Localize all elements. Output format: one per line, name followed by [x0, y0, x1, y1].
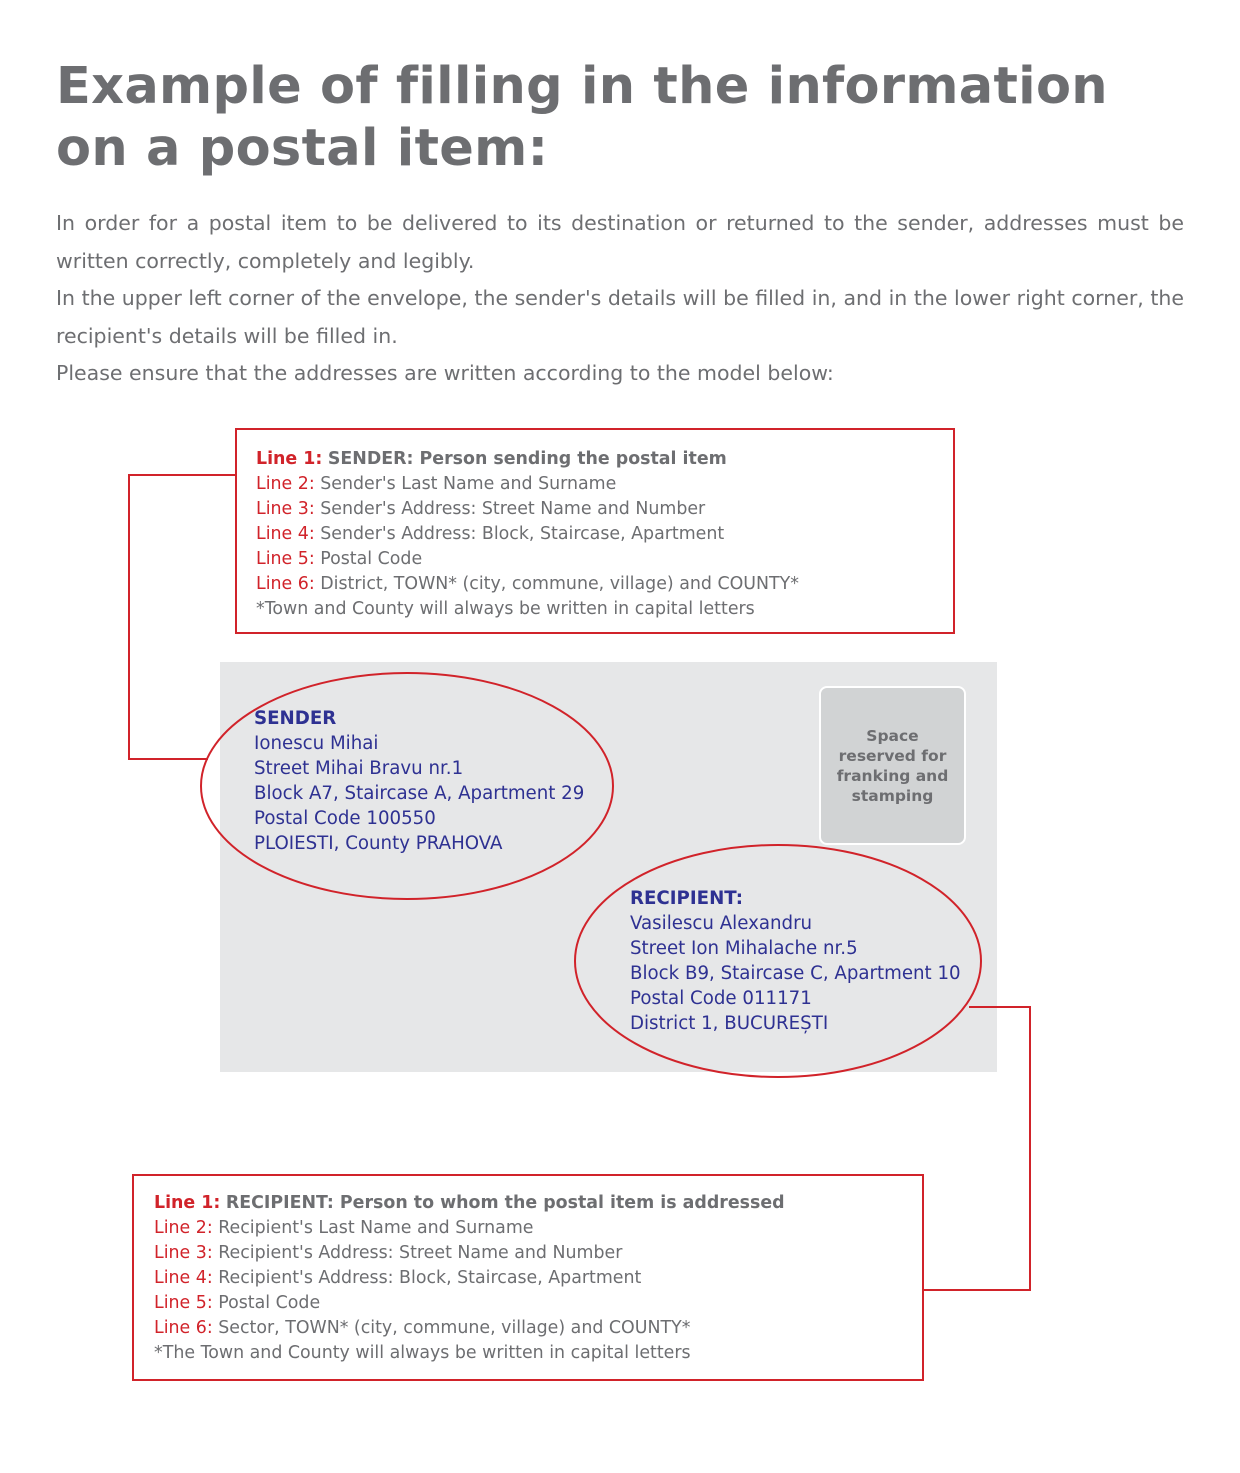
- line-text: Recipient's Address: Block, Staircase, Apartment: [218, 1268, 642, 1288]
- line-label: Line 6:: [256, 574, 315, 594]
- line-label: Line 4:: [154, 1268, 213, 1288]
- sender-line-3: [256, 497, 953, 522]
- line-text: Sender's Address: Block, Staircase, Apartment: [320, 524, 725, 544]
- line-text: Recipient's Address: Street Name and Number: [218, 1243, 623, 1263]
- recipient-line-4: [154, 1266, 922, 1291]
- recipient-line-2: [154, 1216, 922, 1241]
- title-line-1: Example of filling in the information: [56, 57, 1108, 116]
- sender-address-line: Block A7, Staircase A, Apartment 29: [254, 783, 585, 804]
- intro-paragraph-2: In the upper left corner of the envelope, the sender's details will be filled in, and in the lower right corner, the recipient's details will be filled in.: [56, 286, 1184, 348]
- line-text: Sector, TOWN* (city, commune, village) and COUNTY*: [218, 1318, 691, 1338]
- sender-address-line: Ionescu Mihai: [254, 733, 379, 754]
- recipient-address-line: Block B9, Staircase C, Apartment 10: [630, 963, 961, 984]
- title-line-2: on a postal item:: [56, 119, 549, 178]
- recipient-instructions-box: [132, 1174, 924, 1381]
- sender-address-line: Street Mihai Bravu nr.1: [254, 758, 464, 779]
- sender-line-6: [256, 572, 953, 597]
- sender-heading: SENDER: [254, 708, 337, 729]
- line-label: Line 3:: [256, 499, 315, 519]
- line-label: Line 5:: [256, 549, 315, 569]
- line-label: Line 1:: [154, 1193, 221, 1213]
- line-label: Line 5:: [154, 1293, 213, 1313]
- sender-instructions-box: [235, 428, 955, 634]
- sender-line-2: [256, 472, 953, 497]
- line-text: Postal Code: [320, 549, 423, 569]
- intro-paragraph-3: Please ensure that the addresses are written according to the model below:: [56, 361, 834, 385]
- line-text: Sender's Last Name and Surname: [320, 474, 617, 494]
- recipient-heading: RECIPIENT:: [630, 888, 743, 909]
- line-text: Sender's Address: Street Name and Number: [320, 499, 706, 519]
- recipient-address-line: Postal Code 011171: [630, 988, 812, 1009]
- recipient-address-line: Street Ion Mihalache nr.5: [630, 938, 858, 959]
- line-label: Line 4:: [256, 524, 315, 544]
- line-label: Line 2:: [256, 474, 315, 494]
- sender-address-line: Postal Code 100550: [254, 808, 436, 829]
- intro-paragraph-1: In order for a postal item to be delivered to its destination or returned to the sender, addresses must be written correctly, completely and legibly.: [56, 211, 1184, 273]
- recipient-line-5: [154, 1291, 922, 1316]
- recipient-address-example: [630, 886, 961, 1036]
- sender-line-4: [256, 522, 953, 547]
- sender-line-5: [256, 547, 953, 572]
- line-text: SENDER: Person sending the postal item: [327, 449, 727, 469]
- recipient-line-3: [154, 1241, 922, 1266]
- line-label: Line 2:: [154, 1218, 213, 1238]
- recipient-note: *The Town and County will always be written in capital letters: [154, 1343, 691, 1363]
- recipient-address-line: Vasilescu Alexandru: [630, 913, 813, 934]
- line-label: Line 6:: [154, 1318, 213, 1338]
- sender-line-1: [256, 447, 953, 472]
- stamp-text: Space reserved for franking and stamping: [836, 726, 949, 805]
- sender-address-line: PLOIESTI, County PRAHOVA: [254, 833, 503, 854]
- sender-address-example: [254, 706, 584, 856]
- line-label: Line 1:: [256, 449, 323, 469]
- line-text: Recipient's Last Name and Surname: [218, 1218, 534, 1238]
- stamp-area: [819, 686, 966, 845]
- line-label: Line 3:: [154, 1243, 213, 1263]
- recipient-line-1: [154, 1191, 922, 1216]
- line-text: Postal Code: [218, 1293, 321, 1313]
- page-title: [56, 56, 1206, 180]
- line-text: RECIPIENT: Person to whom the postal item is addressed: [225, 1193, 785, 1213]
- recipient-address-line: District 1, BUCUREȘTI: [630, 1013, 829, 1034]
- sender-note: *Town and County will always be written in capital letters: [256, 599, 755, 619]
- recipient-line-6: [154, 1316, 922, 1341]
- intro-text: [56, 205, 1184, 393]
- line-text: District, TOWN* (city, commune, village) and COUNTY*: [320, 574, 799, 594]
